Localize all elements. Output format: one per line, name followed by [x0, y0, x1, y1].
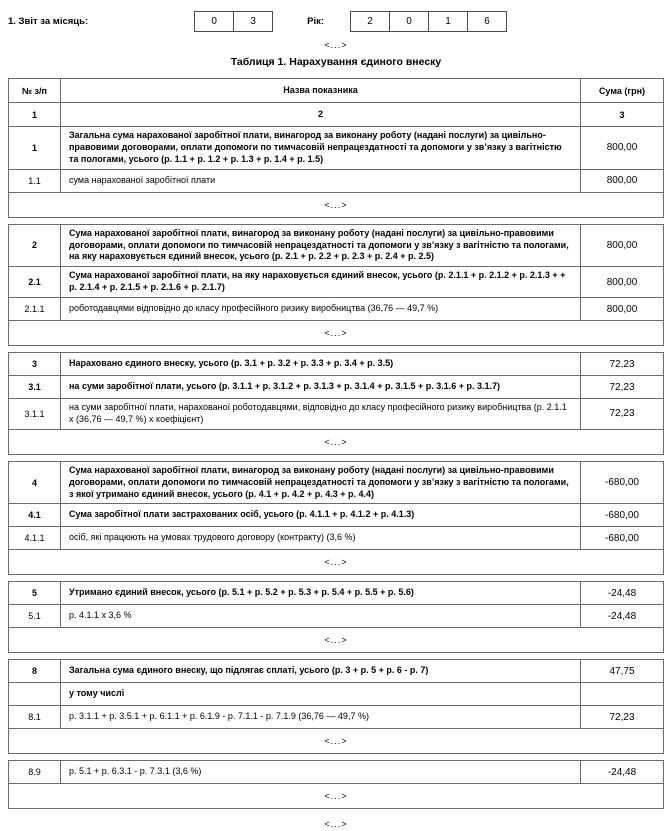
row-number-cell: 8.9	[28, 767, 41, 778]
ellipsis-row	[9, 627, 663, 652]
table-row	[9, 462, 663, 504]
header-num-cell: № з/п	[22, 85, 47, 96]
row-name-cell: Сума нарахованої заробітної плати, на яку нараховується єдиний внесок, усього (р. 2.1.1 + р. 2.1.2 + р. 2.1.3 + + р. 2.1.4 + р. 2.1.5 + р. 2.1.6 + р. 2.1.7)	[60, 267, 581, 297]
row-number-cell: 8	[31, 666, 37, 677]
row-number-cell: 3.1	[28, 382, 41, 392]
row-number-cell: 4.1.1	[24, 533, 45, 544]
ellipsis-row	[9, 783, 663, 808]
colnum-cell: 3	[619, 109, 625, 120]
row-name-cell: сума нарахованої заробітної плати	[60, 170, 581, 192]
table-row	[9, 375, 663, 398]
section-ellipsis: <...>	[324, 40, 348, 50]
report-period-row	[8, 10, 664, 32]
row-sum-cell: 800,00	[606, 276, 638, 288]
row-sum-cell: 72,23	[609, 408, 635, 420]
row-name-cell: Нараховано єдиного внеску, усього (р. 3.1 + р. 3.2 + р. 3.3 + р. 3.4 + р. 3.5)	[60, 353, 581, 375]
row-name-cell: Сума нарахованої заробітної плати, винагород за виконану роботу (надані послуги) за цивільно-правовими договорами, оплати допомоги по тимчасовій непрацездатності та допомоги у зв’язку з вагітністю та пологами, з якої утримано єдиний внесок, усього (р. 4.1 + р. 4.2 + р. 4.3 + р. 4.4)	[60, 462, 581, 504]
table-title: Таблиця 1. Нарахування єдиного внеску	[230, 56, 442, 68]
row-sum-cell: 72,23	[609, 358, 635, 370]
table-section	[8, 461, 664, 576]
row-sum-cell: -680,00	[605, 477, 639, 489]
table-row	[9, 761, 663, 783]
table-section	[8, 760, 664, 809]
header-name-cell: Назва показника	[60, 79, 581, 102]
row-sum-cell	[581, 683, 663, 705]
row-name-cell: у тому числі	[60, 683, 581, 705]
row-sum-cell: 72,23	[609, 381, 635, 393]
table-row	[9, 169, 663, 192]
row-number-cell	[9, 683, 60, 705]
row-name-cell: на суми заробітної плати, усього (р. 3.1.1 + р. 3.1.2 + р. 3.1.3 + р. 3.1.4 + р. 3.1.5 + р. 3.1.6 + р. 3.1.7)	[60, 376, 581, 398]
table-row	[9, 682, 663, 705]
row-sum-cell: 800,00	[606, 175, 638, 187]
ellipsis-row	[9, 429, 663, 454]
ellipsis-row	[9, 192, 663, 217]
table-row	[9, 526, 663, 549]
ellipsis-cell: <...>	[324, 436, 348, 447]
row-sum-cell: -24,48	[607, 587, 637, 599]
row-sum-cell: 800,00	[606, 303, 638, 315]
table-row	[9, 503, 663, 526]
table-row	[9, 660, 663, 682]
ellipsis-cell: <...>	[324, 328, 348, 338]
row-name-cell: на суми заробітної плати, нарахованої роботодавцями, відповідно до класу професійного ризику виробництва (р. 2.1.1 х (36,76 — 49,7 %) х коефіцієнт)	[60, 399, 581, 429]
row-sum-cell: 800,00	[606, 142, 638, 154]
row-name-cell: р. 4.1.1 х 3,6 %	[60, 605, 581, 627]
row-name-cell: р. 3.1.1 + р. 3.5.1 + р. 6.1.1 + р. 6.1.9 - р. 7.1.1 - р. 7.1.9 (36,76 — 49,7 %)	[60, 706, 581, 728]
row-number-cell: 4	[31, 477, 37, 488]
row-number-cell: 5.1	[28, 611, 41, 622]
row-number-cell: 1	[31, 142, 37, 153]
year-digit-cell: 1	[428, 12, 467, 31]
colnum-cell: 2	[60, 103, 581, 126]
trailing-ellipsis: <...>	[324, 819, 348, 830]
row-number-cell: 5	[31, 588, 37, 599]
table-section	[8, 659, 664, 754]
ellipsis-row	[9, 728, 663, 753]
row-number-cell: 2	[31, 240, 37, 251]
row-number-cell: 3.1.1	[24, 408, 45, 419]
table-section	[8, 581, 664, 653]
table-row	[9, 126, 663, 169]
table-header-row	[9, 79, 663, 102]
month-digit-cell: 3	[233, 12, 272, 31]
ellipsis-cell: <...>	[324, 736, 348, 747]
row-name-cell: Утримано єдиний внесок, усього (р. 5.1 + р. 5.2 + р. 5.3 + р. 5.4 + р. 5.5 + р. 5.6)	[60, 582, 581, 604]
row-name-cell: осіб, які працюють на умовах трудового договору (контракту) (3,6 %)	[60, 527, 581, 549]
year-digit-cell: 6	[467, 12, 506, 31]
row-number-cell: 4.1	[28, 510, 41, 521]
year-input-boxes	[350, 11, 507, 32]
table-row	[9, 398, 663, 429]
ellipsis-row	[9, 320, 663, 345]
row-name-cell: Загальна сума єдиного внеску, що підлягає сплаті, усього (р. 3 + р. 5 + р. 6 - р. 7)	[60, 660, 581, 682]
row-number-cell: 1.1	[28, 175, 41, 186]
table-section	[8, 352, 664, 455]
table-row	[9, 353, 663, 375]
ellipsis-row	[9, 549, 663, 574]
row-sum-cell: -680,00	[605, 532, 639, 544]
ellipsis-cell: <...>	[324, 199, 348, 210]
table-section	[8, 224, 664, 346]
row-sum-cell: 47,75	[609, 665, 635, 677]
table-row	[9, 582, 663, 604]
ellipsis-cell: <...>	[324, 635, 348, 646]
row-number-cell: 2.1	[28, 277, 41, 288]
row-number-cell: 8.1	[28, 712, 41, 723]
row-number-cell: 3	[31, 359, 37, 369]
year-digit-cell: 2	[367, 15, 373, 27]
ellipsis-cell: <...>	[324, 557, 348, 568]
table-row	[9, 225, 663, 267]
month-input-boxes	[194, 11, 273, 32]
year-label: Рік:	[307, 15, 325, 27]
row-number-cell: 2.1.1	[24, 304, 45, 314]
table-row	[9, 297, 663, 320]
row-name-cell: р. 5.1 + р. 6.3.1 - р. 7.3.1 (3,6 %)	[60, 761, 581, 783]
row-sum-cell: 72,23	[609, 711, 635, 723]
table-row	[9, 604, 663, 627]
row-sum-cell: -24,48	[607, 610, 637, 622]
ellipsis-cell: <...>	[324, 791, 348, 802]
row-name-cell: Сума нарахованої заробітної плати, винагород за виконану роботу (надані послуги) за цивільно-правовими договорами, оплати допомоги по тимчасовій непрацездатності та допомоги у зв’язку з вагітністю та пологами, на яку нараховується єдиний внесок, усього (р. 2.1 + р. 2.2 + р. 2.3 + р. 2.4 + р. 2.5)	[60, 225, 581, 267]
header-sum-cell: Сума (грн)	[598, 85, 646, 96]
table-row	[9, 266, 663, 297]
colnum-cell: 1	[31, 109, 37, 120]
month-digit-cell: 0	[211, 15, 217, 27]
column-number-row	[9, 102, 663, 126]
year-digit-cell: 0	[389, 12, 428, 31]
row-sum-cell: 800,00	[606, 239, 638, 251]
report-month-label: 1. Звіт за місяць:	[8, 15, 89, 27]
row-name-cell: Сума заробітної плати застрахованих осіб, усього (р. 4.1.1 + р. 4.1.2 + р. 4.1.3)	[60, 504, 581, 526]
row-sum-cell: -680,00	[605, 509, 639, 521]
row-name-cell: роботодавцями відповідно до класу професійного ризику виробництва (36,76 — 49,7 %)	[60, 298, 581, 320]
table-section	[8, 78, 664, 218]
table-row	[9, 705, 663, 728]
row-name-cell: Загальна сума нарахованої заробітної плати, винагород за виконану роботу (надані послуги) за цивільно-правовими договорами, оплати допомоги по тимчасовій непрацездатності та допомоги у зв’язку з вагітністю та пологами, усього (р. 1.1 + р. 1.2 + р. 1.3 + р. 1.4 + р. 1.5)	[60, 127, 581, 169]
row-sum-cell: -24,48	[607, 766, 637, 778]
